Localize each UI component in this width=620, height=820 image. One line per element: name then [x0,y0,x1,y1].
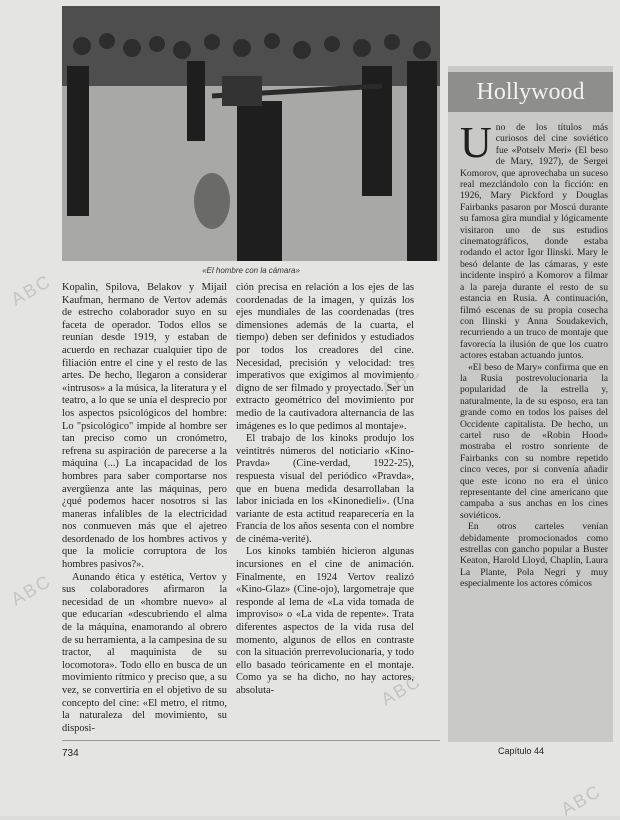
bottom-rule [62,740,440,741]
film-still-photo [62,6,440,261]
sidebar-paragraph: En otros carteles venían debidamente promocionados como estrellas con gancho popular a Buster Keaton, Harold Lloyd, Chaplin, Laura La Plante, Pola Negri y muy especialmente los actores cómicos [460,521,608,590]
chapter-label: Capítulo 44 [498,746,545,756]
abc-watermark: ABC [557,780,605,820]
abc-watermark: ABC [7,270,55,310]
sidebar-body [460,118,608,590]
paragraph: ción precisa en relación a los ejes de las coordenadas de la imagen, y quizás los ejes mundiales de las coordenadas (tres dimensiones además de la cuarta, el tiempo) deben ser definidos y estudiados por todos los creadores del cine. Necesidad, precisión y velocidad: tres imperativos que exigimos al movimiento digno de ser filmado y proyectado. Ser un extracto geométrico del movimiento por medio de la cautivadora alternancia de las imágenes es lo que pedimos al montaje». [236,282,414,432]
article-column-1 [62,282,227,735]
hollywood-sidebar [448,66,613,742]
abc-watermark: ABC [7,570,55,610]
sidebar-paragraph [460,118,608,362]
paragraph: Aunando ética y estética, Vertov y sus colaboradores afirmaron la necesidad de un «hombre nuevo» al que educarían «descubriendo el alma de la máquina, enamorando al obrero de su herramienta, a la campesina de su tractor, al maquinista de su locomotora». Todo ello en busca de un movimiento rítmico y preciso que, a su vez, se convertiría en el objetivo de su concepto del cine: «El metro, el ritmo, la naturaleza del movimiento, su disposi- [62,571,227,734]
paragraph: Los kinoks también hicieron algunas incursiones en el cine de animación. Finalmente, en 1924 Vertov realizó «Kino-Glaz» (Cine-ojo), largometraje que responde al lema de «La vida tomada de improviso» o «La vida de repente». Trata diferentes aspectos de la vida rusa del momento, algunos de ellos en contraste con la situación prerrevolucionaria, y todo ello basado teóricamente en el montaje. Como ya se ha dicho, no hay actores, absoluta- [236,546,414,696]
article-column-2 [236,282,414,698]
paragraph: Kopalin, Spilova, Belakov y Mijail Kaufman, hermano de Vertov además de estrecho colaborador suyo en su faceta de operador. Todos ellos se reunían desde 1919, y estaban de acuerdo en rechazar cualquier tipo de filiación entre el cine y el resto de las artes. De hecho, llegaron a considerar «intrusos» a la música, la literatura y el teatro, a lo que se unía el desprecio por los aspectos psicológicos del hombre: Lo "psicológico" impide al hombre ser tan preciso como un cronómetro, refrena su aspiración de parecerse a la máquina (...) La incapacidad de los hombres para saber comportarse nos avergüenza ante las máquinas, pero ¿qué podemos hacer nosotros si las maneras infalibles de la electricidad nos conmueven más que el ajetreo desordenado de los hombres activos y que la molicie corruptora de los hombres pasivos?». [62,282,227,571]
sidebar-paragraph: «El beso de Mary» confirma que en la Rusia postrevolucionaria la popularidad de la estrella y, naturalmente, la de su esposo, era tan grande como en todos los países del Occidente capitalista. De hecho, un cartel ruso de «Robin Hood» mostraba el rostro sonriente de Fairbanks con su nombre repetido cinco veces, por si convenía añadir que este icono no era el único representante del cine americano que campaba a sus anchas en los cines soviéticos. [460,361,608,521]
page-number: 734 [62,748,79,759]
sidebar-title: Hollywood [448,72,613,112]
photo-caption: «El hombre con la cámara» [202,266,300,275]
abc-watermark: ABC [377,360,425,400]
abc-watermark: ABC [377,670,425,710]
crowd-scene-image [62,6,440,261]
sidebar-paragraph-text: no de los títulos más curiosos del cine soviético fue «Potselv Meri» (El beso de Mary, 1927), de Sergei Komorov, que aprovechaba un suceso real mezclándolo con la ficción: en 1926, Mary Pickford y Douglas Fairbanks pasaron por Moscú durante su famosa gira mundial y lógicamente visitaron uno de sus estudios cinematográficos, donde estaba rodando el actor Igor Ilinski. Mary le besó delante de las cámaras, y este incidente inspiró a Komorov a filmar a la pareja durante el resto de su estancia en Rusia. A continuación, filmó escenas de su propia cosecha con Ilinski y Anna Soudakevich, recurriendo a un truco de montaje que favorecía la ilusión de que los cuatro actores estaban actuando juntos. [460,122,608,362]
drop-cap: U [460,118,492,167]
paragraph: El trabajo de los kinoks produjo los veintitrés números del noticiario «Kino-Pravda» (Cine-verdad, 1922-25), respuesta visual del periódico «Pravda», que en buena medida desarrollaban la labor iniciada en los «Kinonedieli». (Una variante de esta actitud reaparecería en la Francia de los años sesenta con el nombre de cinéma-verité). [236,433,414,545]
